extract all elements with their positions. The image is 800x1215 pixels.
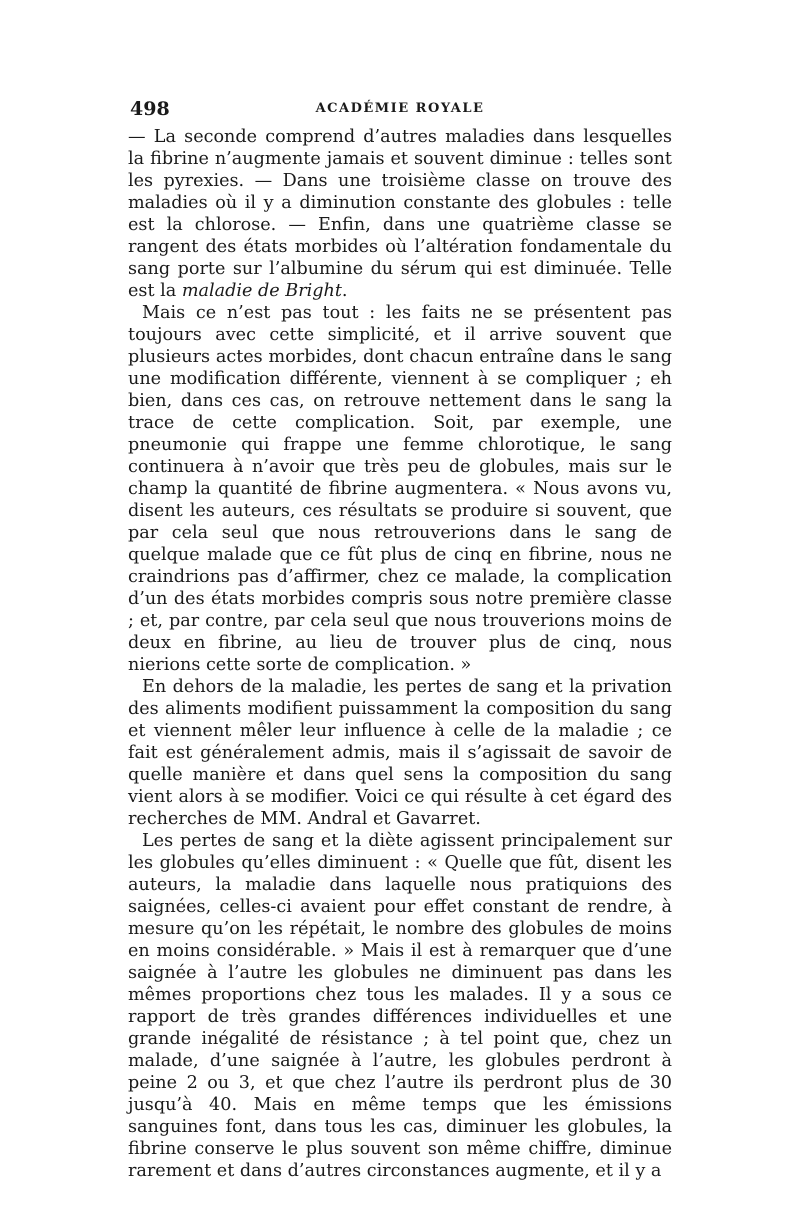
paragraph-2-text: Mais ce n’est pas tout : les faits ne se présentent pas toujours avec cette simplicité, et il arrive souvent que plusieurs actes morbides, dont chacun entraîne dans le sang une modification différente, viennent à se compliquer ; eh bien, dans ces cas, on retrouve nettement dans le sang la trace de cette complication. Soit, par exemple, une pneumonie qui frappe une femme chlorotique, le sang continuera à n’avoir que très peu de globules, mais sur le champ la quantité de fibrine augmentera. « Nous avons vu, disent les auteurs, ces résultats se produire si souvent, que par cela seul que nous retrouverions dans le sang de quelque malade que ce fût plus de cinq en fibrine, nous ne craindrions pas d’affirmer, chez ce malade, la complication d’un des états morbides compris sous notre première classe ; et, par contre, par cela seul que nous trouverions moins de deux en fibrine, au lieu de trouver plus de cinq, nous nierions cette sorte de complication. » — [128, 303, 672, 675]
book-page — [128, 98, 672, 1182]
paragraph-2 — [128, 302, 672, 676]
running-title: ACADÉMIE ROYALE — [315, 101, 485, 116]
paragraph-1-emphasis: maladie de Bright — [181, 281, 342, 301]
paragraph-3 — [128, 676, 672, 830]
paragraph-4-text: Les pertes de sang et la diète agissent principalement sur les globules qu’elles diminuent : « Quelle que fût, disent les auteurs, la maladie dans laquelle nous pratiquions des saignées, celles-ci avaient pour effet constant de rendre, à mesure qu’on les répétait, le nombre des globules de moins en moins considérable. » Mais il est à remarquer que d’une saignée à l’autre les globules ne diminuent pas dans les mêmes proportions chez tous les malades. Il y a sous ce rapport de très grandes différences individuelles et une grande inégalité de résistance ; à tel point que, chez un malade, d’une saignée à l’autre, les globules perdront à peine 2 ou 3, et que chez l’autre ils perdront plus de 30 jusqu’à 40. Mais en même temps que les émissions sanguines font, dans tous les cas, diminuer les globules, la fibrine conserve le plus souvent son même chiffre, diminue rarement et dans d’autres circonstances augmente, et il y a — [128, 831, 672, 1181]
paragraph-1-text: — La seconde comprend d’autres maladies dans lesquelles la fibrine n’augmente jamais et souvent diminue : telles sont les pyrexies. — Dans une troisième classe on trouve des maladies où il y a diminution constante des globules : telle est la chlorose. — Enfin, dans une quatrième classe se rangent des états morbides où l’altération fondamentale du sang porte sur l’albumine du sérum qui est diminuée. Telle est la — [128, 127, 672, 301]
running-head — [128, 98, 672, 126]
paragraph-1-tail: . — [341, 281, 348, 301]
paragraph-1 — [128, 126, 672, 302]
paragraph-3-text: En dehors de la maladie, les pertes de sang et la privation des aliments modifient puissamment la composition du sang et viennent mêler leur influence à celle de la maladie ; ce fait est généralement admis, mais il s’agissait de savoir de quelle manière et dans quel sens la composition du sang vient alors à se modifier. Voici ce qui résulte à cet égard des recherches de MM. Andral et Gavarret. — [128, 677, 672, 829]
paragraph-4 — [128, 830, 672, 1182]
page-number: 498 — [130, 98, 170, 120]
